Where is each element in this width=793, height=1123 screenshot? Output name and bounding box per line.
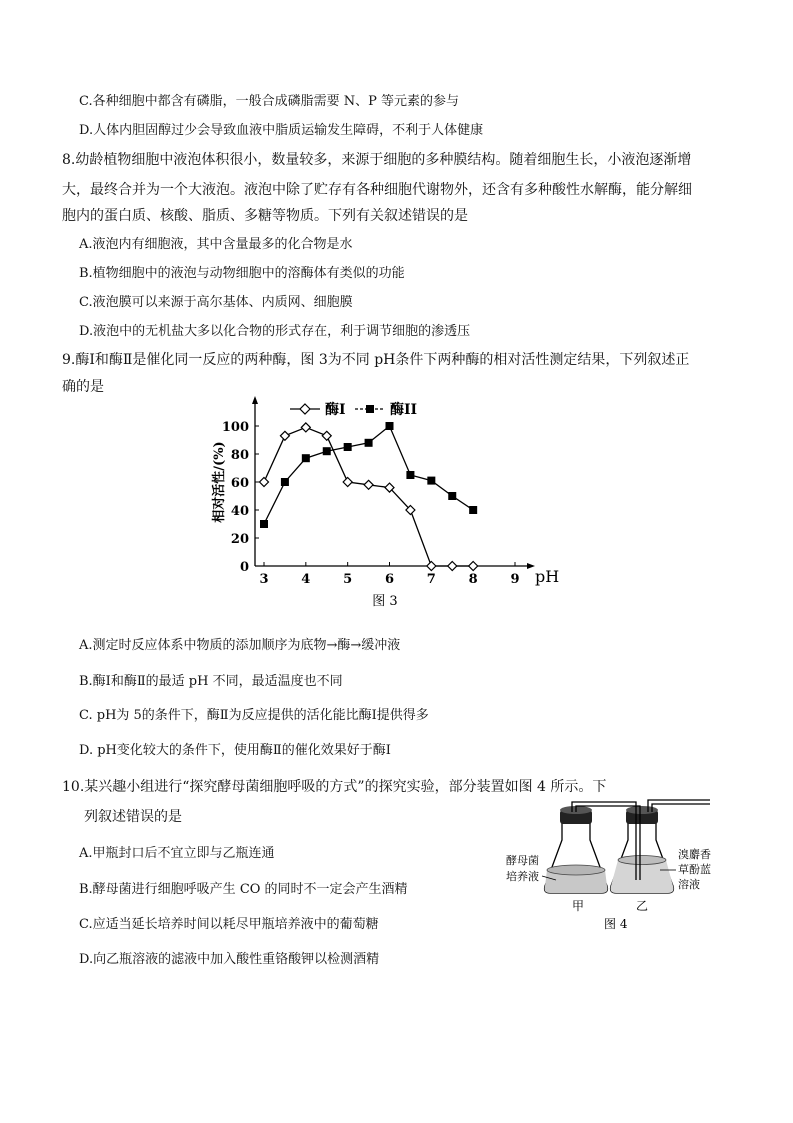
figure-3-chart [205,392,565,612]
data-point-enzyme-2 [406,471,414,479]
label-btb-2: 草酚蓝 [678,863,711,876]
data-point-enzyme-2 [344,443,352,451]
x-axis-arrow [527,563,535,569]
data-point-enzyme-1 [469,562,478,571]
flask-jia [545,806,608,893]
data-point-enzyme-2 [469,506,477,514]
data-point-enzyme-2 [386,422,394,430]
figure-4-caption: 图 4 [604,917,628,931]
x-tick-label: 3 [259,572,269,587]
legend-label-enzyme-2: 酶II [390,402,418,418]
option-9b: B.酶Ⅰ和酶Ⅱ的最适 pH 不同，最适温度也不同 [79,674,343,689]
question-8-stem-3: 胞内的蛋白质、核酸、脂质、多糖等物质。下列有关叙述错误的是 [62,208,468,224]
option-9c: C. pH为 5的条件下，酶Ⅱ为反应提供的活化能比酶Ⅰ提供得多 [79,708,429,723]
flask-yi [611,806,674,893]
option-10a: A.甲瓶封口后不宜立即与乙瓶连通 [79,846,275,861]
question-8-stem-2: 大，最终合并为一个大液泡。液泡中除了贮存有各种细胞代谢物外，还含有多种酸性水解酶，能分解细 [62,182,692,198]
option-10d: D.向乙瓶溶液的滤液中加入酸性重铬酸钾以检测酒精 [79,952,380,967]
option-7d: D.人体内胆固醇过少会导致血液中脂质运输发生障碍，不利于人体健康 [79,123,484,138]
y-tick-label: 60 [230,476,249,491]
data-point-enzyme-2 [260,520,268,528]
data-point-enzyme-1 [364,480,373,489]
label-yeast-1: 酵母菌 [506,854,539,867]
data-point-enzyme-2 [323,447,331,455]
data-point-enzyme-1 [280,431,289,440]
legend-label-enzyme-1: 酶I [325,402,346,418]
option-10c: C.应适当延长培养时间以耗尽甲瓶培养液中的葡萄糖 [79,917,379,932]
y-tick-label: 100 [221,420,249,435]
y-tick-label: 40 [230,504,249,519]
option-9a: A.测定时反应体系中物质的添加顺序为底物→酶→缓冲液 [79,638,401,653]
legend-marker-enzyme-2 [366,405,374,413]
option-8c: C.液泡膜可以来源于高尔基体、内质网、细胞膜 [79,295,353,310]
label-btb-1: 溴麝香 [678,848,711,861]
data-point-enzyme-1 [322,431,331,440]
series-line-1 [264,427,473,566]
x-tick-label: 4 [301,572,311,587]
flask-jia-label: 甲 [572,899,585,913]
x-tick-label: 5 [343,572,353,587]
x-tick-label: 7 [426,572,436,587]
figure-3-caption: 图 3 [372,594,398,609]
option-10b: B.酵母菌进行细胞呼吸产生 CO 的同时不一定会产生酒精 [79,882,408,897]
y-tick-label: 20 [230,532,249,547]
y-axis-arrow [252,396,258,404]
label-btb-3: 溶液 [678,878,700,891]
x-axis-label: pH [535,567,560,586]
data-point-enzyme-1 [343,478,352,487]
data-point-enzyme-2 [365,439,373,447]
x-tick-label: 9 [510,572,520,587]
data-point-enzyme-2 [427,477,435,485]
data-point-enzyme-1 [260,478,269,487]
x-tick-label: 6 [384,572,395,587]
data-point-enzyme-2 [302,454,310,462]
option-8a: A.液泡内有细胞液，其中含量最多的化合物是水 [79,237,353,252]
option-9d: D. pH变化较大的条件下，使用酶Ⅱ的催化效果好于酶Ⅰ [79,743,391,758]
option-8b: B.植物细胞中的液泡与动物细胞中的溶酶体有类似的功能 [79,266,405,281]
legend [290,401,417,418]
label-yeast-2: 培养液 [506,870,539,883]
y-tick-label: 80 [230,448,249,463]
question-8-stem-1: 8.幼龄植物细胞中液泡体积很小，数量较多，来源于细胞的多种膜结构。随着细胞生长，小液泡逐渐增 [62,152,692,168]
data-point-enzyme-1 [427,562,436,571]
figure-4-apparatus [500,798,725,938]
legend-marker-enzyme-1 [300,404,310,414]
option-8d: D.液泡中的无机盐大多以化合物的形式存在，利于调节细胞的渗透压 [79,324,471,339]
question-9-stem-2: 确的是 [62,379,104,395]
x-tick-label: 8 [468,572,478,587]
y-tick-label: 0 [239,560,249,575]
option-7c: C.各种细胞中都含有磷脂，一般合成磷脂需要 N、P 等元素的参与 [79,94,460,109]
question-10-stem-2: 列叙述错误的是 [84,809,182,825]
data-point-enzyme-1 [448,562,457,571]
question-10-stem-1: 10.某兴趣小组进行“探究酵母菌细胞呼吸的方式”的探究实验，部分装置如图 4 所示。下 [62,779,607,795]
y-axis-label: 相对活性/(%) [212,441,227,523]
question-9-stem-1: 9.酶Ⅰ和酶Ⅱ是催化同一反应的两种酶，图 3为不同 pH条件下两种酶的相对活性测定结果，下列叙述正 [62,352,690,368]
data-point-enzyme-1 [301,423,310,432]
data-point-enzyme-2 [281,478,289,486]
flask-yi-label: 乙 [636,899,649,913]
data-point-enzyme-2 [448,492,456,500]
